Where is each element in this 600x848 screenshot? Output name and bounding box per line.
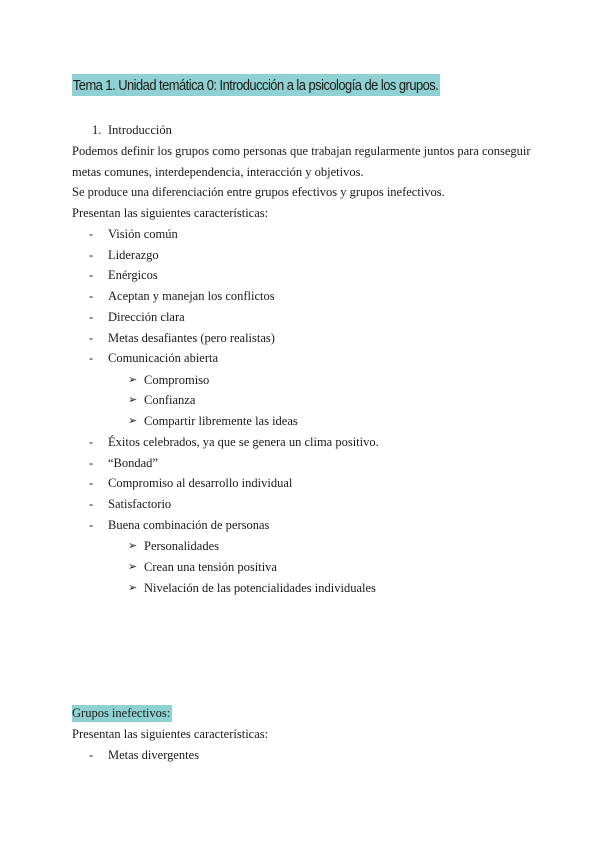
page-title: Tema 1. Unidad temática 0: Introducción a la psicología de los grupos. — [72, 74, 440, 96]
list-item: Éxitos celebrados, ya que se genera un clima positivo. — [108, 435, 379, 449]
list-item: Metas divergentes — [108, 748, 200, 762]
bullet-dash: - — [89, 248, 94, 262]
list-item: Dirección clara — [108, 310, 185, 324]
arrow-bullet-icon: ➢ — [128, 540, 138, 552]
arrow-bullet-icon: ➢ — [128, 561, 138, 573]
list-item: Visión común — [108, 227, 178, 241]
list-item: Metas desafiantes (pero realistas) — [108, 331, 275, 345]
section-number: 1. — [92, 123, 102, 137]
bullet-dash: - — [89, 351, 94, 365]
arrow-bullet-icon: ➢ — [128, 374, 138, 386]
section-label: Introducción — [108, 123, 172, 137]
sub-list-item: Crean una tensión positiva — [144, 560, 277, 574]
section-heading-ineffective: Grupos inefectivos: — [72, 706, 171, 720]
paragraph-line: Presentan las siguientes características: — [72, 727, 269, 741]
list-item: Compromiso al desarrollo individual — [108, 476, 293, 490]
list-item: Aceptan y manejan los conflictos — [108, 289, 275, 303]
sub-list-item: Compartir libremente las ideas — [144, 414, 298, 428]
paragraph-line: Se produce una diferenciación entre grupos efectivos y grupos inefectivos. — [72, 185, 445, 199]
paragraph-line: metas comunes, interdependencia, interacción y objetivos. — [72, 165, 364, 179]
bullet-dash: - — [89, 476, 94, 490]
bullet-dash: - — [89, 435, 94, 449]
bullet-dash: - — [89, 748, 94, 762]
sub-list-item: Nivelación de las potencialidades individuales — [144, 581, 376, 595]
bullet-dash: - — [89, 456, 94, 470]
paragraph-line: Presentan las siguientes características: — [72, 206, 269, 220]
list-item: Satisfactorio — [108, 497, 172, 511]
list-item: Liderazgo — [108, 248, 159, 262]
list-item: Buena combinación de personas — [108, 518, 270, 532]
sub-list-item: Personalidades — [144, 539, 219, 553]
paragraph-line: Podemos definir los grupos como personas que trabajan regularmente juntos para conseguir — [72, 144, 531, 158]
list-item: Comunicación abierta — [108, 351, 219, 365]
bullet-dash: - — [89, 310, 94, 324]
bullet-dash: - — [89, 289, 94, 303]
list-item: Enérgicos — [108, 268, 158, 282]
bullet-dash: - — [89, 331, 94, 345]
sub-list-item: Confianza — [144, 393, 196, 407]
arrow-bullet-icon: ➢ — [128, 394, 138, 406]
bullet-dash: - — [89, 497, 94, 511]
arrow-bullet-icon: ➢ — [128, 415, 138, 427]
bullet-dash: - — [89, 227, 94, 241]
arrow-bullet-icon: ➢ — [128, 582, 138, 594]
bullet-dash: - — [89, 268, 94, 282]
sub-list-item: Compromiso — [144, 373, 210, 387]
list-item: “Bondad” — [108, 456, 158, 470]
bullet-dash: - — [89, 518, 94, 532]
